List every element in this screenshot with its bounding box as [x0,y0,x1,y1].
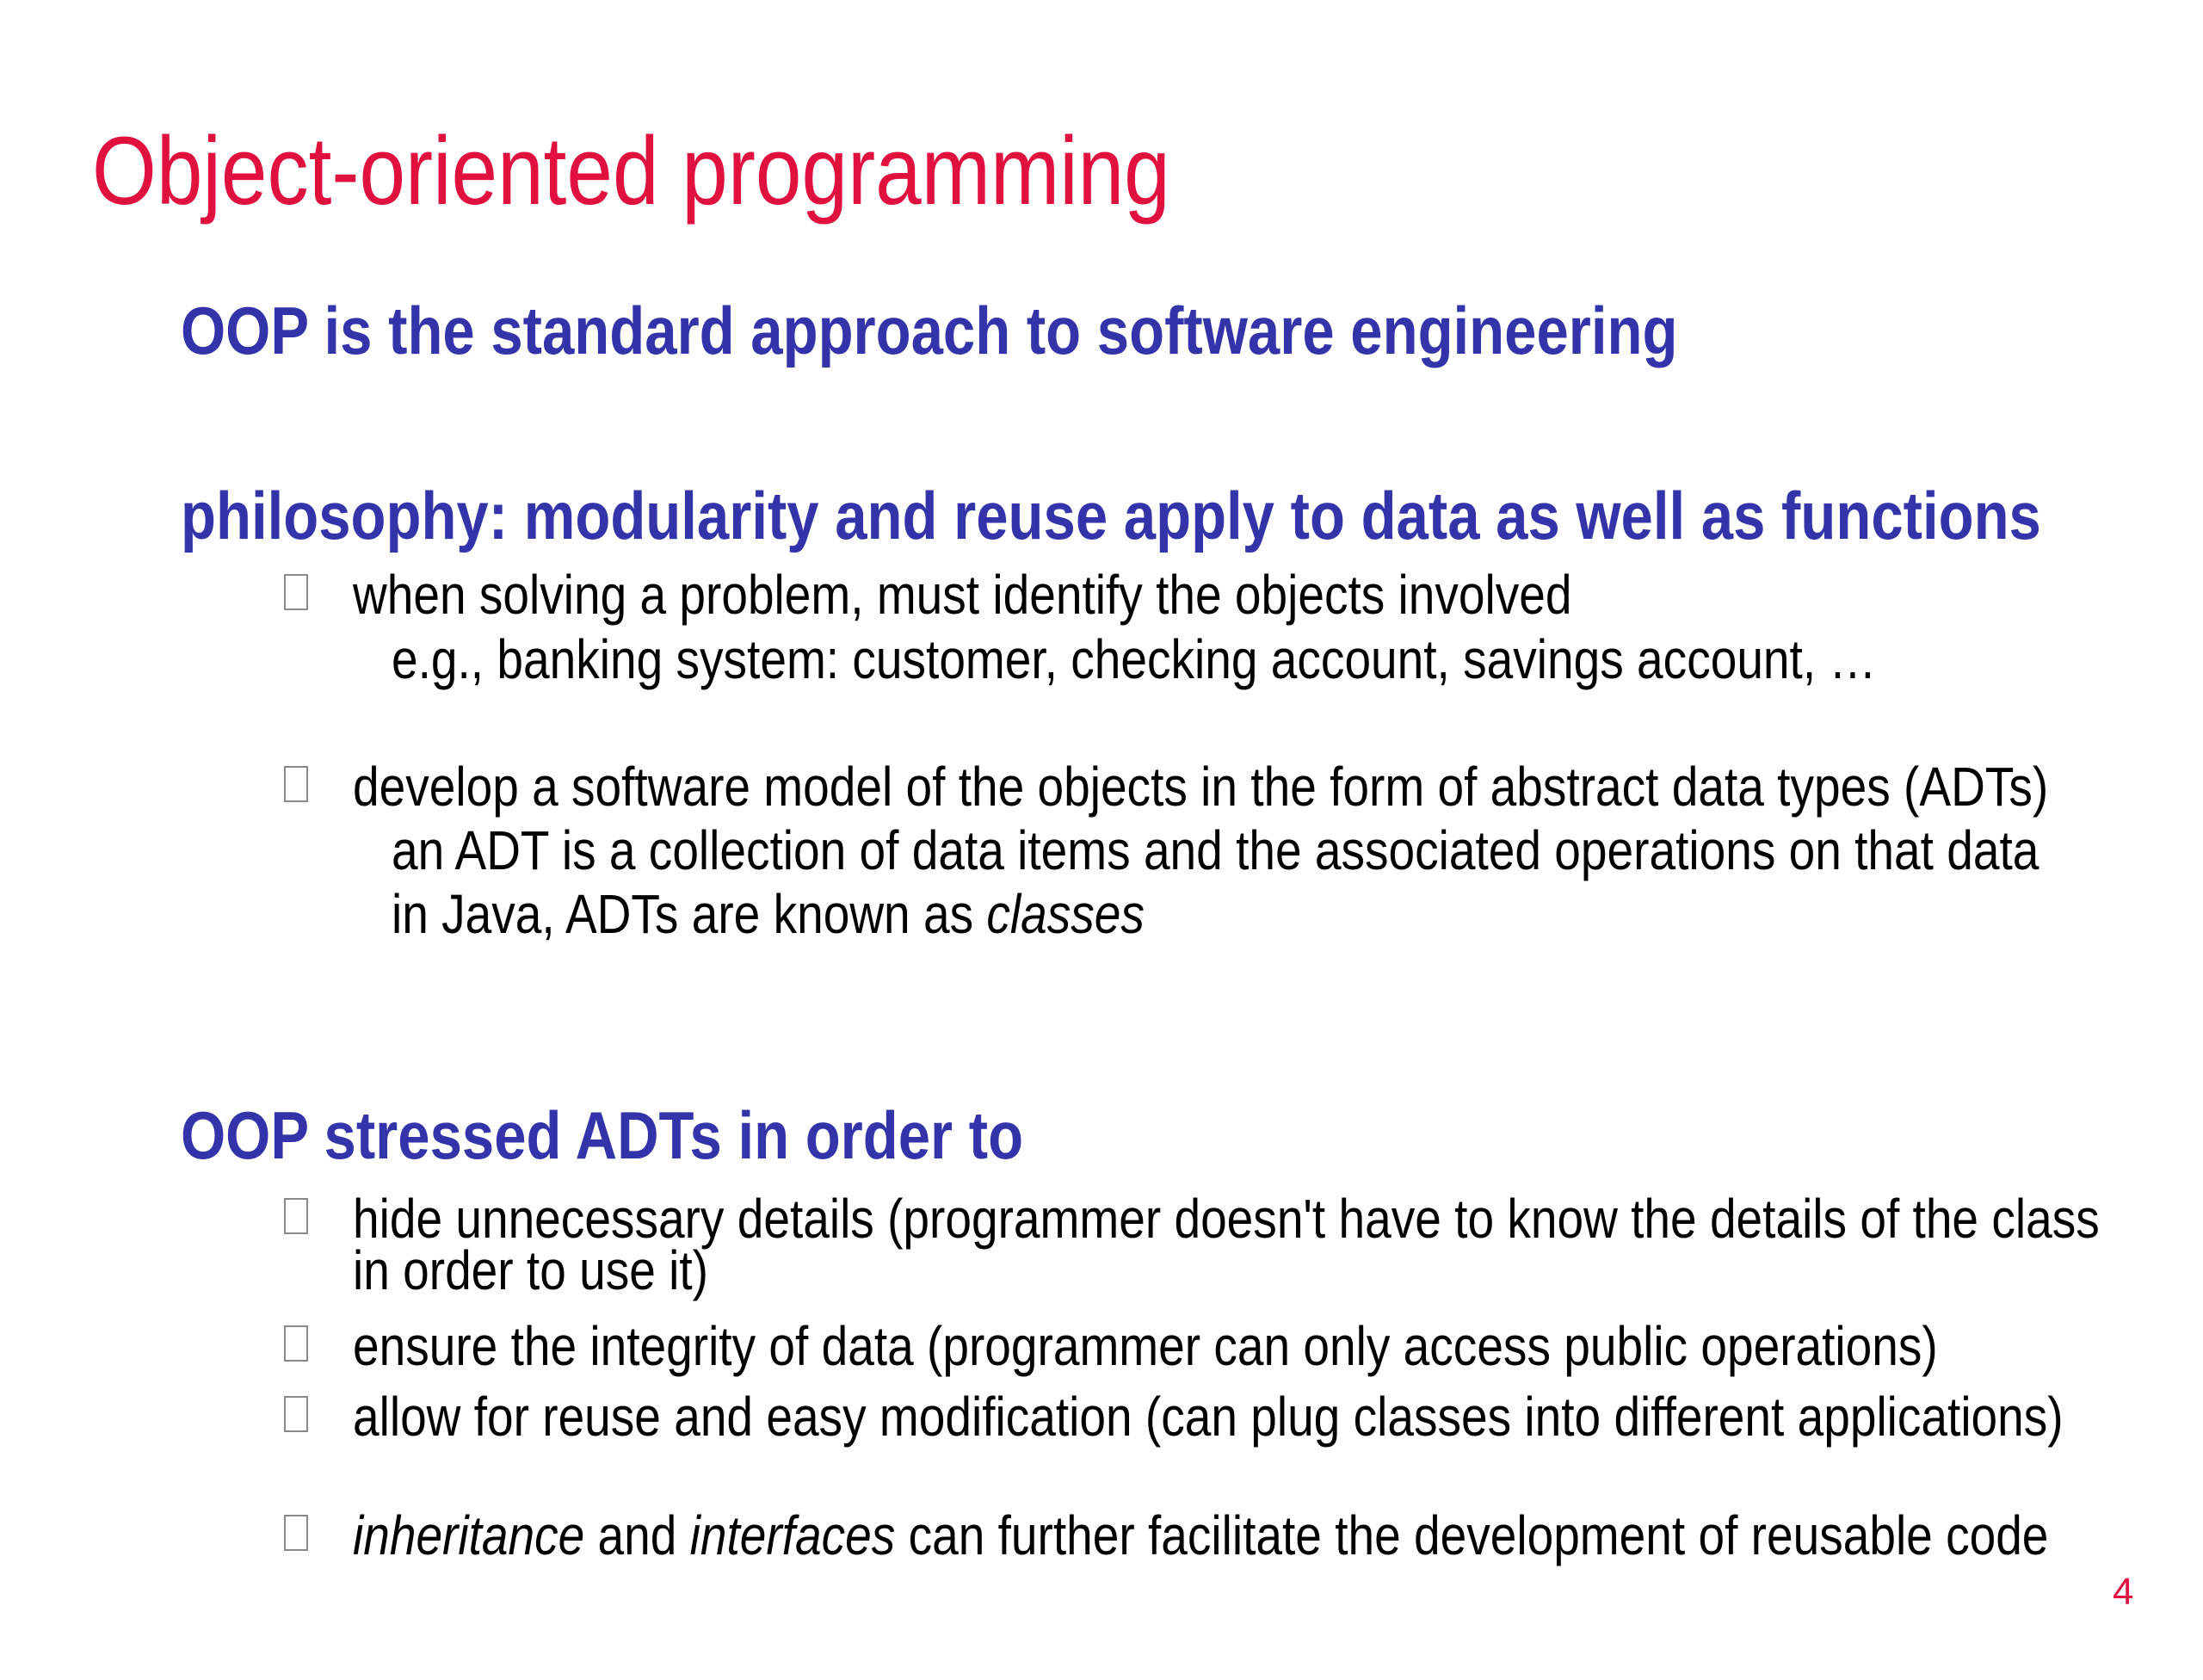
bullet-text: ensure the integrity of data (programmer can only access public operations) [353,1315,1938,1377]
bullet-text: hide unnecessary details (programmer doesn't have to know the details of the class [353,1188,2100,1250]
sub-item-java-text: in Java, ADTs are known as [392,883,987,945]
heading-philosophy: philosophy: modularity and reuse apply to data as well as functions [181,478,2041,553]
square-bullet-icon [284,1198,308,1234]
heading-oop-stressed: OOP stressed ADTs in order to [181,1097,1024,1173]
square-bullet-icon [284,1396,308,1432]
reusable-code-text: can further facilitate the development of reusable code [895,1504,2049,1566]
square-bullet-icon [284,574,308,610]
page-number: 4 [2113,1571,2134,1613]
classes-term: classes [986,883,1145,945]
sub-item-adt-definition: an ADT is a collection of data items and the associated operations on that data [392,819,2039,881]
sub-item-banking-example: e.g., banking system: customer, checking account, savings account, … [392,628,1877,690]
sub-item-java-classes [392,883,1145,947]
bullet-continuation: in order to use it) [353,1239,708,1301]
heading-standard-approach: OOP is the standard approach to software engineering [181,293,1678,368]
bullet-text: when solving a problem, must identify the objects involved [353,564,1572,626]
interfaces-term: interfaces [689,1504,896,1566]
bullet-text: develop a software model of the objects in the form of abstract data types (ADTs) [353,756,2049,818]
bullet-text [353,1504,2048,1568]
square-bullet-icon [284,1325,308,1362]
bullet-text: allow for reuse and easy modification (can plug classes into different applications) [353,1386,2064,1448]
inheritance-term: inheritance [353,1504,585,1566]
slide-title: Object-oriented programming [92,117,1170,225]
square-bullet-icon [284,1515,308,1551]
square-bullet-icon [284,766,308,802]
and-text: and [584,1504,690,1566]
